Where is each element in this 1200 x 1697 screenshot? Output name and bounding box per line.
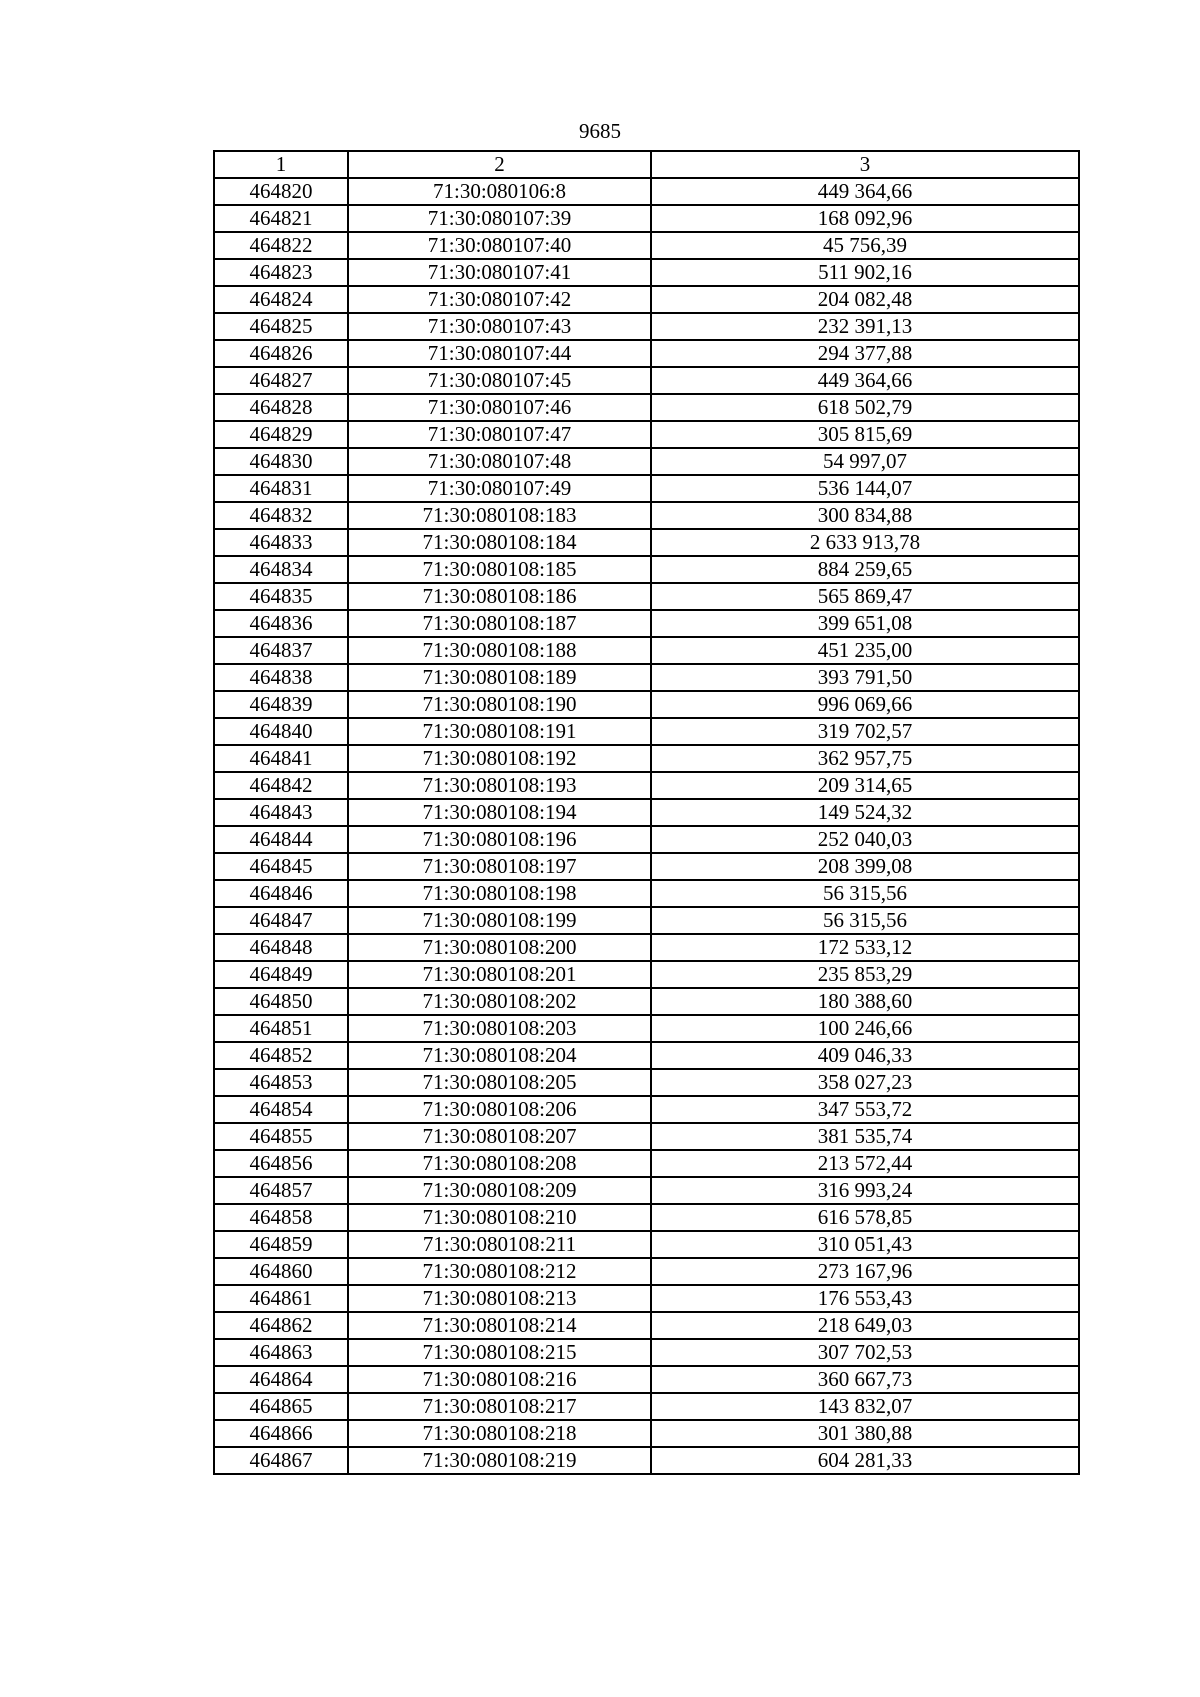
row-number-cell: 464827 [214, 367, 348, 394]
table-row [214, 1042, 1079, 1069]
table-row [214, 1447, 1079, 1474]
cadastral-value-cell: 180 388,60 [651, 988, 1079, 1015]
cadastral-value-cell: 168 092,96 [651, 205, 1079, 232]
row-number-cell: 464859 [214, 1231, 348, 1258]
cadastral-value-cell: 56 315,56 [651, 907, 1079, 934]
table-row [214, 1393, 1079, 1420]
cadastral-number-cell: 71:30:080108:217 [348, 1393, 651, 1420]
table-row [214, 448, 1079, 475]
table-row [214, 259, 1079, 286]
table-row [214, 1150, 1079, 1177]
row-number-cell: 464828 [214, 394, 348, 421]
table-row [214, 610, 1079, 637]
cadastral-number-cell: 71:30:080108:216 [348, 1366, 651, 1393]
cadastral-value-cell: 884 259,65 [651, 556, 1079, 583]
cadastral-number-cell: 71:30:080108:193 [348, 772, 651, 799]
table-row [214, 1069, 1079, 1096]
cadastral-number-cell: 71:30:080108:200 [348, 934, 651, 961]
row-number-cell: 464820 [214, 178, 348, 205]
table-row [214, 880, 1079, 907]
table-row [214, 1123, 1079, 1150]
table-row [214, 1420, 1079, 1447]
cadastral-value-cell: 294 377,88 [651, 340, 1079, 367]
row-number-cell: 464858 [214, 1204, 348, 1231]
cadastral-number-cell: 71:30:080108:212 [348, 1258, 651, 1285]
cadastral-number-cell: 71:30:080108:202 [348, 988, 651, 1015]
table-row [214, 718, 1079, 745]
cadastral-value-cell: 347 553,72 [651, 1096, 1079, 1123]
row-number-cell: 464861 [214, 1285, 348, 1312]
row-number-cell: 464825 [214, 313, 348, 340]
cadastral-number-cell: 71:30:080107:48 [348, 448, 651, 475]
cadastral-number-cell: 71:30:080107:39 [348, 205, 651, 232]
row-number-cell: 464862 [214, 1312, 348, 1339]
cadastral-value-cell: 451 235,00 [651, 637, 1079, 664]
row-number-cell: 464855 [214, 1123, 348, 1150]
row-number-cell: 464837 [214, 637, 348, 664]
row-number-cell: 464867 [214, 1447, 348, 1474]
table-body [214, 151, 1079, 1474]
table-row [214, 1231, 1079, 1258]
table-row [214, 1312, 1079, 1339]
row-number-cell: 464822 [214, 232, 348, 259]
cadastral-number-cell: 71:30:080108:204 [348, 1042, 651, 1069]
row-number-cell: 464863 [214, 1339, 348, 1366]
cadastral-number-cell: 71:30:080108:219 [348, 1447, 651, 1474]
cadastral-number-cell: 71:30:080107:44 [348, 340, 651, 367]
cadastral-value-cell: 307 702,53 [651, 1339, 1079, 1366]
row-number-cell: 464852 [214, 1042, 348, 1069]
table-row [214, 205, 1079, 232]
table-row [214, 1204, 1079, 1231]
cadastral-number-cell: 71:30:080108:203 [348, 1015, 651, 1042]
cadastral-number-cell: 71:30:080108:213 [348, 1285, 651, 1312]
table-row [214, 1015, 1079, 1042]
cadastral-value-cell: 449 364,66 [651, 367, 1079, 394]
row-number-cell: 464824 [214, 286, 348, 313]
cadastral-number-cell: 71:30:080107:42 [348, 286, 651, 313]
header-cell-column-2: 2 [348, 151, 651, 178]
table-header-row [214, 151, 1079, 178]
cadastral-number-cell: 71:30:080106:8 [348, 178, 651, 205]
row-number-cell: 464821 [214, 205, 348, 232]
table-row [214, 340, 1079, 367]
cadastral-value-cell: 399 651,08 [651, 610, 1079, 637]
table-row [214, 475, 1079, 502]
row-number-cell: 464856 [214, 1150, 348, 1177]
cadastral-value-cell: 393 791,50 [651, 664, 1079, 691]
cadastral-number-cell: 71:30:080108:206 [348, 1096, 651, 1123]
row-number-cell: 464844 [214, 826, 348, 853]
cadastral-number-cell: 71:30:080108:189 [348, 664, 651, 691]
row-number-cell: 464840 [214, 718, 348, 745]
cadastral-value-cell: 616 578,85 [651, 1204, 1079, 1231]
row-number-cell: 464829 [214, 421, 348, 448]
cadastral-number-cell: 71:30:080108:191 [348, 718, 651, 745]
row-number-cell: 464847 [214, 907, 348, 934]
cadastral-number-cell: 71:30:080107:40 [348, 232, 651, 259]
row-number-cell: 464841 [214, 745, 348, 772]
table-row [214, 286, 1079, 313]
cadastral-number-cell: 71:30:080107:41 [348, 259, 651, 286]
cadastral-value-cell: 305 815,69 [651, 421, 1079, 448]
cadastral-value-cell: 381 535,74 [651, 1123, 1079, 1150]
cadastral-value-cell: 2 633 913,78 [651, 529, 1079, 556]
table-row [214, 583, 1079, 610]
table-row [214, 961, 1079, 988]
cadastral-value-cell: 358 027,23 [651, 1069, 1079, 1096]
row-number-cell: 464823 [214, 259, 348, 286]
cadastral-value-cell: 204 082,48 [651, 286, 1079, 313]
row-number-cell: 464836 [214, 610, 348, 637]
table-row [214, 664, 1079, 691]
row-number-cell: 464865 [214, 1393, 348, 1420]
table-row [214, 934, 1079, 961]
cadastral-value-cell: 360 667,73 [651, 1366, 1079, 1393]
cadastral-number-cell: 71:30:080108:194 [348, 799, 651, 826]
table-row [214, 799, 1079, 826]
row-number-cell: 464857 [214, 1177, 348, 1204]
cadastral-value-cell: 213 572,44 [651, 1150, 1079, 1177]
cadastral-value-cell: 208 399,08 [651, 853, 1079, 880]
cadastral-value-cell: 449 364,66 [651, 178, 1079, 205]
cadastral-value-cell: 565 869,47 [651, 583, 1079, 610]
table-row [214, 421, 1079, 448]
cadastral-value-cell: 218 649,03 [651, 1312, 1079, 1339]
cadastral-value-cell: 316 993,24 [651, 1177, 1079, 1204]
table-row [214, 502, 1079, 529]
cadastral-number-cell: 71:30:080108:190 [348, 691, 651, 718]
cadastral-number-cell: 71:30:080108:187 [348, 610, 651, 637]
row-number-cell: 464860 [214, 1258, 348, 1285]
row-number-cell: 464854 [214, 1096, 348, 1123]
page-number: 9685 [579, 119, 621, 143]
row-number-cell: 464843 [214, 799, 348, 826]
row-number-cell: 464831 [214, 475, 348, 502]
cadastral-value-cell: 235 853,29 [651, 961, 1079, 988]
cadastral-value-cell: 176 553,43 [651, 1285, 1079, 1312]
cadastral-value-cell: 996 069,66 [651, 691, 1079, 718]
cadastral-value-cell: 143 832,07 [651, 1393, 1079, 1420]
row-number-cell: 464826 [214, 340, 348, 367]
cadastral-number-cell: 71:30:080108:184 [348, 529, 651, 556]
row-number-cell: 464864 [214, 1366, 348, 1393]
row-number-cell: 464838 [214, 664, 348, 691]
cadastral-value-cell: 409 046,33 [651, 1042, 1079, 1069]
table-row [214, 529, 1079, 556]
cadastral-value-cell: 273 167,96 [651, 1258, 1079, 1285]
cadastral-value-cell: 100 246,66 [651, 1015, 1079, 1042]
cadastral-number-cell: 71:30:080108:215 [348, 1339, 651, 1366]
table-row [214, 232, 1079, 259]
table-row [214, 745, 1079, 772]
cadastral-value-cell: 604 281,33 [651, 1447, 1079, 1474]
row-number-cell: 464853 [214, 1069, 348, 1096]
header-cell-column-1: 1 [214, 151, 348, 178]
cadastral-number-cell: 71:30:080108:214 [348, 1312, 651, 1339]
table-row [214, 826, 1079, 853]
row-number-cell: 464839 [214, 691, 348, 718]
cadastral-value-cell: 149 524,32 [651, 799, 1079, 826]
cadastral-number-cell: 71:30:080108:211 [348, 1231, 651, 1258]
table-row [214, 988, 1079, 1015]
row-number-cell: 464830 [214, 448, 348, 475]
cadastral-number-cell: 71:30:080108:218 [348, 1420, 651, 1447]
table-row [214, 313, 1079, 340]
table-row [214, 178, 1079, 205]
row-number-cell: 464835 [214, 583, 348, 610]
cadastral-value-cell: 54 997,07 [651, 448, 1079, 475]
row-number-cell: 464848 [214, 934, 348, 961]
row-number-cell: 464832 [214, 502, 348, 529]
cadastral-number-cell: 71:30:080108:197 [348, 853, 651, 880]
cadastral-number-cell: 71:30:080107:47 [348, 421, 651, 448]
row-number-cell: 464845 [214, 853, 348, 880]
cadastral-value-cell: 232 391,13 [651, 313, 1079, 340]
row-number-cell: 464846 [214, 880, 348, 907]
row-number-cell: 464842 [214, 772, 348, 799]
cadastral-number-cell: 71:30:080108:208 [348, 1150, 651, 1177]
cadastral-number-cell: 71:30:080108:201 [348, 961, 651, 988]
table-row [214, 772, 1079, 799]
cadastral-number-cell: 71:30:080108:196 [348, 826, 651, 853]
cadastral-value-cell: 300 834,88 [651, 502, 1079, 529]
cadastral-number-cell: 71:30:080107:45 [348, 367, 651, 394]
cadastral-number-cell: 71:30:080108:186 [348, 583, 651, 610]
cadastral-number-cell: 71:30:080107:46 [348, 394, 651, 421]
cadastral-number-cell: 71:30:080108:209 [348, 1177, 651, 1204]
cadastral-value-cell: 511 902,16 [651, 259, 1079, 286]
table-row [214, 1096, 1079, 1123]
table-row [214, 1366, 1079, 1393]
cadastral-value-cell: 56 315,56 [651, 880, 1079, 907]
cadastral-number-cell: 71:30:080108:198 [348, 880, 651, 907]
cadastral-number-cell: 71:30:080108:210 [348, 1204, 651, 1231]
cadastral-value-cell: 45 756,39 [651, 232, 1079, 259]
cadastral-number-cell: 71:30:080108:205 [348, 1069, 651, 1096]
row-number-cell: 464833 [214, 529, 348, 556]
cadastral-value-cell: 310 051,43 [651, 1231, 1079, 1258]
cadastral-number-cell: 71:30:080108:192 [348, 745, 651, 772]
table-row [214, 367, 1079, 394]
cadastral-number-cell: 71:30:080108:185 [348, 556, 651, 583]
cadastral-number-cell: 71:30:080107:49 [348, 475, 651, 502]
cadastral-value-cell: 301 380,88 [651, 1420, 1079, 1447]
cadastral-value-cell: 172 533,12 [651, 934, 1079, 961]
table-row [214, 853, 1079, 880]
table-row [214, 1339, 1079, 1366]
row-number-cell: 464850 [214, 988, 348, 1015]
table-row [214, 556, 1079, 583]
cadastral-value-cell: 209 314,65 [651, 772, 1079, 799]
cadastral-number-cell: 71:30:080108:188 [348, 637, 651, 664]
table-row [214, 394, 1079, 421]
table-row [214, 1285, 1079, 1312]
cadastral-value-cell: 536 144,07 [651, 475, 1079, 502]
cadastral-value-table [213, 150, 1080, 1475]
cadastral-value-cell: 362 957,75 [651, 745, 1079, 772]
cadastral-value-cell: 319 702,57 [651, 718, 1079, 745]
cadastral-value-cell: 252 040,03 [651, 826, 1079, 853]
cadastral-number-cell: 71:30:080107:43 [348, 313, 651, 340]
header-cell-column-3: 3 [651, 151, 1079, 178]
row-number-cell: 464866 [214, 1420, 348, 1447]
table-row [214, 907, 1079, 934]
cadastral-number-cell: 71:30:080108:199 [348, 907, 651, 934]
table-row [214, 1177, 1079, 1204]
table-row [214, 1258, 1079, 1285]
table-row [214, 637, 1079, 664]
cadastral-number-cell: 71:30:080108:207 [348, 1123, 651, 1150]
row-number-cell: 464851 [214, 1015, 348, 1042]
row-number-cell: 464849 [214, 961, 348, 988]
cadastral-value-cell: 618 502,79 [651, 394, 1079, 421]
table-row [214, 691, 1079, 718]
row-number-cell: 464834 [214, 556, 348, 583]
cadastral-number-cell: 71:30:080108:183 [348, 502, 651, 529]
